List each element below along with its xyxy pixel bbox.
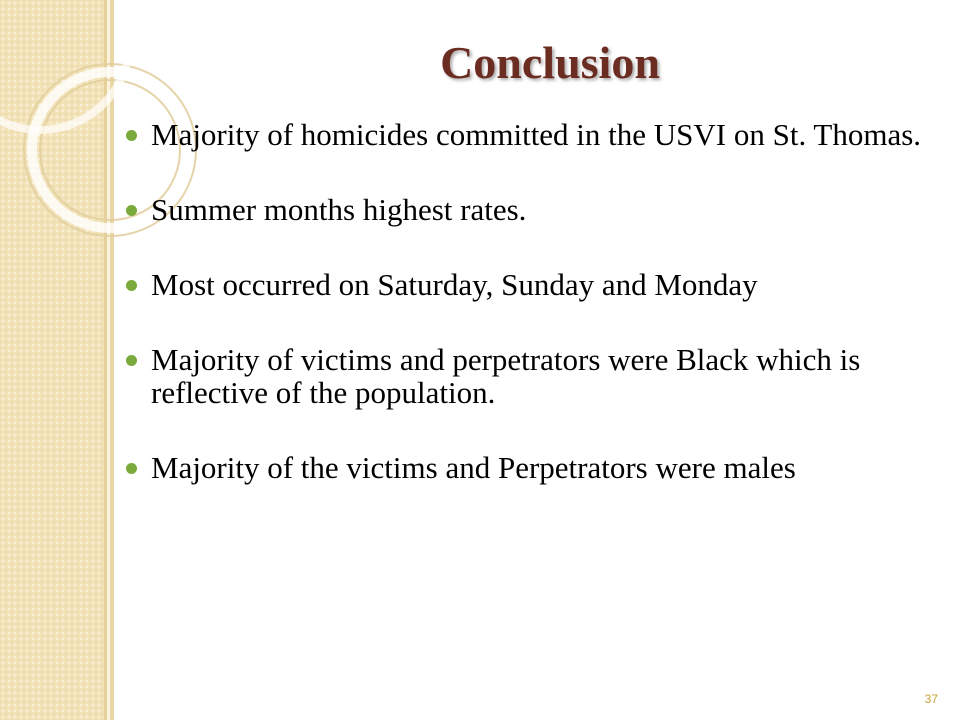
bullet-item xyxy=(124,343,924,409)
bullet-dot-icon xyxy=(126,130,137,141)
bullet-text: Majority of homicides committed in the USVI on St. Thomas. xyxy=(151,117,922,152)
bullet-text: Majority of victims and perpetrators were Black which is reflective of the population. xyxy=(151,342,861,410)
bullet-dot-icon xyxy=(126,280,137,291)
slide-title: Conclusion xyxy=(440,37,660,88)
bullet-dot-icon xyxy=(126,205,137,216)
bullet-item xyxy=(124,268,924,301)
bullet-dot-icon xyxy=(126,355,137,366)
bullet-item xyxy=(124,451,924,484)
bullet-text: Majority of the victims and Perpetrators were males xyxy=(151,450,796,485)
bullet-text: Most occurred on Saturday, Sunday and Monday xyxy=(151,267,758,302)
bullet-item xyxy=(124,118,924,151)
bullet-item xyxy=(124,193,924,226)
bullet-text: Summer months highest rates. xyxy=(151,192,527,227)
bullet-dot-icon xyxy=(126,463,137,474)
bullet-list xyxy=(124,118,924,526)
page-number: 37 xyxy=(924,692,938,706)
